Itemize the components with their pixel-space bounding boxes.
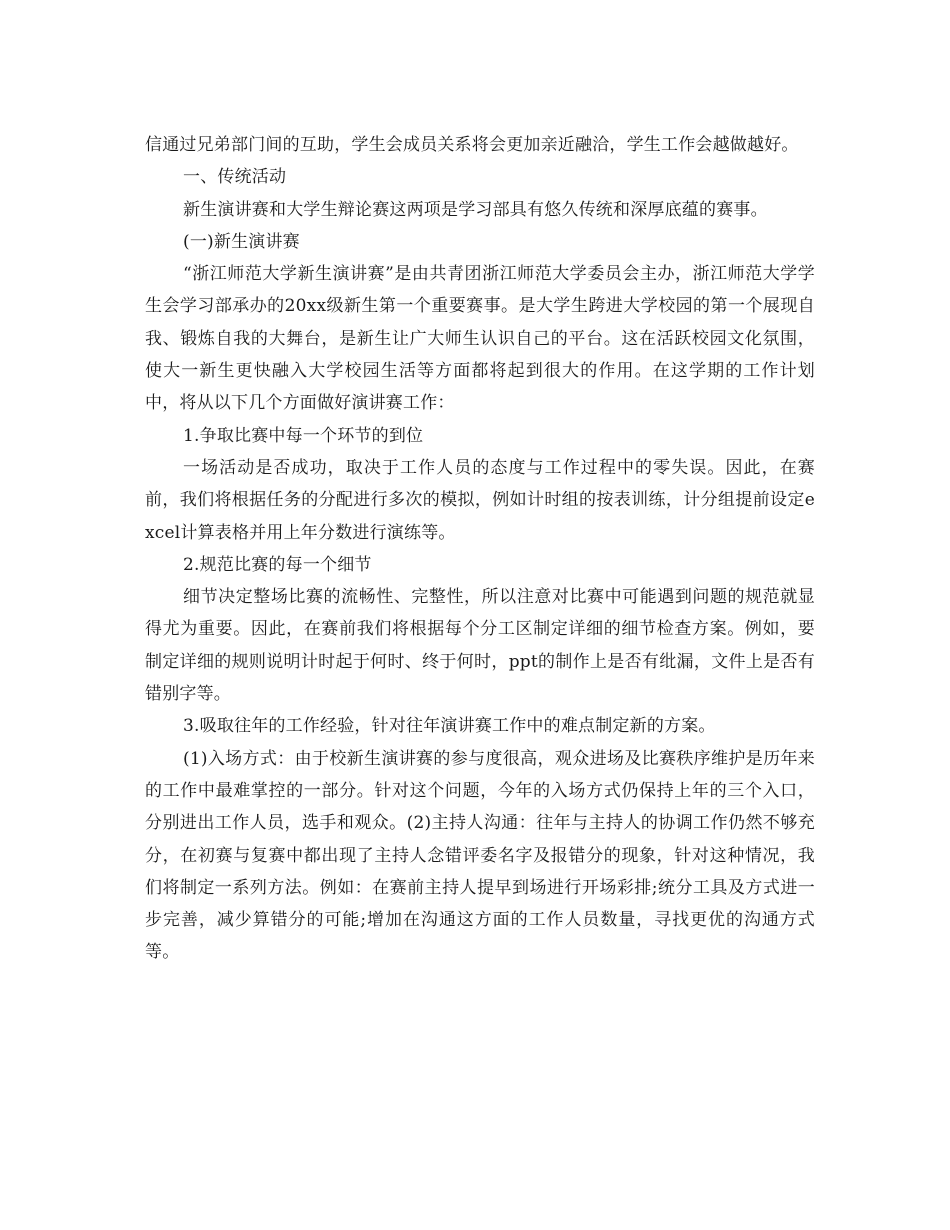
paragraph-speech-contest-description: “浙江师范大学新生演讲赛”是由共青团浙江师范大学委员会主办，浙江师范大学学生会学习部承办的20xx级新生第一个重要赛事。是大学生跨进大学校园的第一个展现自我、锻炼自我的大舞台，是新生让广大师生认识自己的平台。这在活跃校园文化氛围，使大一新生更快融入大学校园生活等方面都将起到很大的作用。在这学期的工作计划中，将从以下几个方面做好演讲赛工作： [145, 264, 815, 414]
item-heading-1: 1.争取比赛中每一个环节的到位 [183, 425, 424, 446]
paragraph-item-2: 细节决定整场比赛的流畅性、完整性，所以注意对比赛中可能遇到问题的规范就显得尤为重要。因此，在赛前我们将根据每个分工区制定详细的细节检查方案。例如，要制定详细的规则说明计时起于何时、终于何时，ppt的制作上是否有纰漏，文件上是否有错别字等。 [145, 587, 815, 705]
section-heading-traditional-activities: 一、传统活动 [183, 167, 287, 188]
item-heading-3: 3.吸取往年的工作经验，针对往年演讲赛工作中的难点制定新的方案。 [183, 716, 716, 737]
item-heading-2: 2.规范比赛的每一个细节 [183, 554, 372, 575]
document-body [145, 129, 815, 969]
paragraph-intro: 新生演讲赛和大学生辩论赛这两项是学习部具有悠久传统和深厚底蕴的赛事。 [183, 199, 768, 220]
subsection-heading-speech-contest: (一)新生演讲赛 [183, 231, 300, 252]
paragraph-item-1: 一场活动是否成功，取决于工作人员的态度与工作过程中的零失误。因此，在赛前，我们将根据任务的分配进行多次的模拟，例如计时组的按表训练，计分组提前设定excel计算表格并用上年分数进行演练等。 [145, 457, 815, 543]
paragraph-continuation: 信通过兄弟部门间的互助，学生会成员关系将会更加亲近融洽，学生工作会越做越好。 [145, 135, 799, 155]
paragraph-item-3: (1)入场方式：由于校新生演讲赛的参与度很高，观众进场及比赛秩序维护是历年来的工作中最难掌控的一部分。针对这个问题，今年的入场方式仍保持上年的三个入口，分别进出工作人员，选手和观众。(2)主持人沟通：往年与主持人的协调工作仍然不够充分，在初赛与复赛中都出现了主持人念错评委名字及报错分的现象，针对这种情况，我们将制定一系列方法。例如：在赛前主持人提早到场进行开场彩排;统分工具及方式进一步完善，减少算错分的可能;增加在沟通这方面的工作人员数量，寻找更优的沟通方式等。 [145, 748, 815, 963]
